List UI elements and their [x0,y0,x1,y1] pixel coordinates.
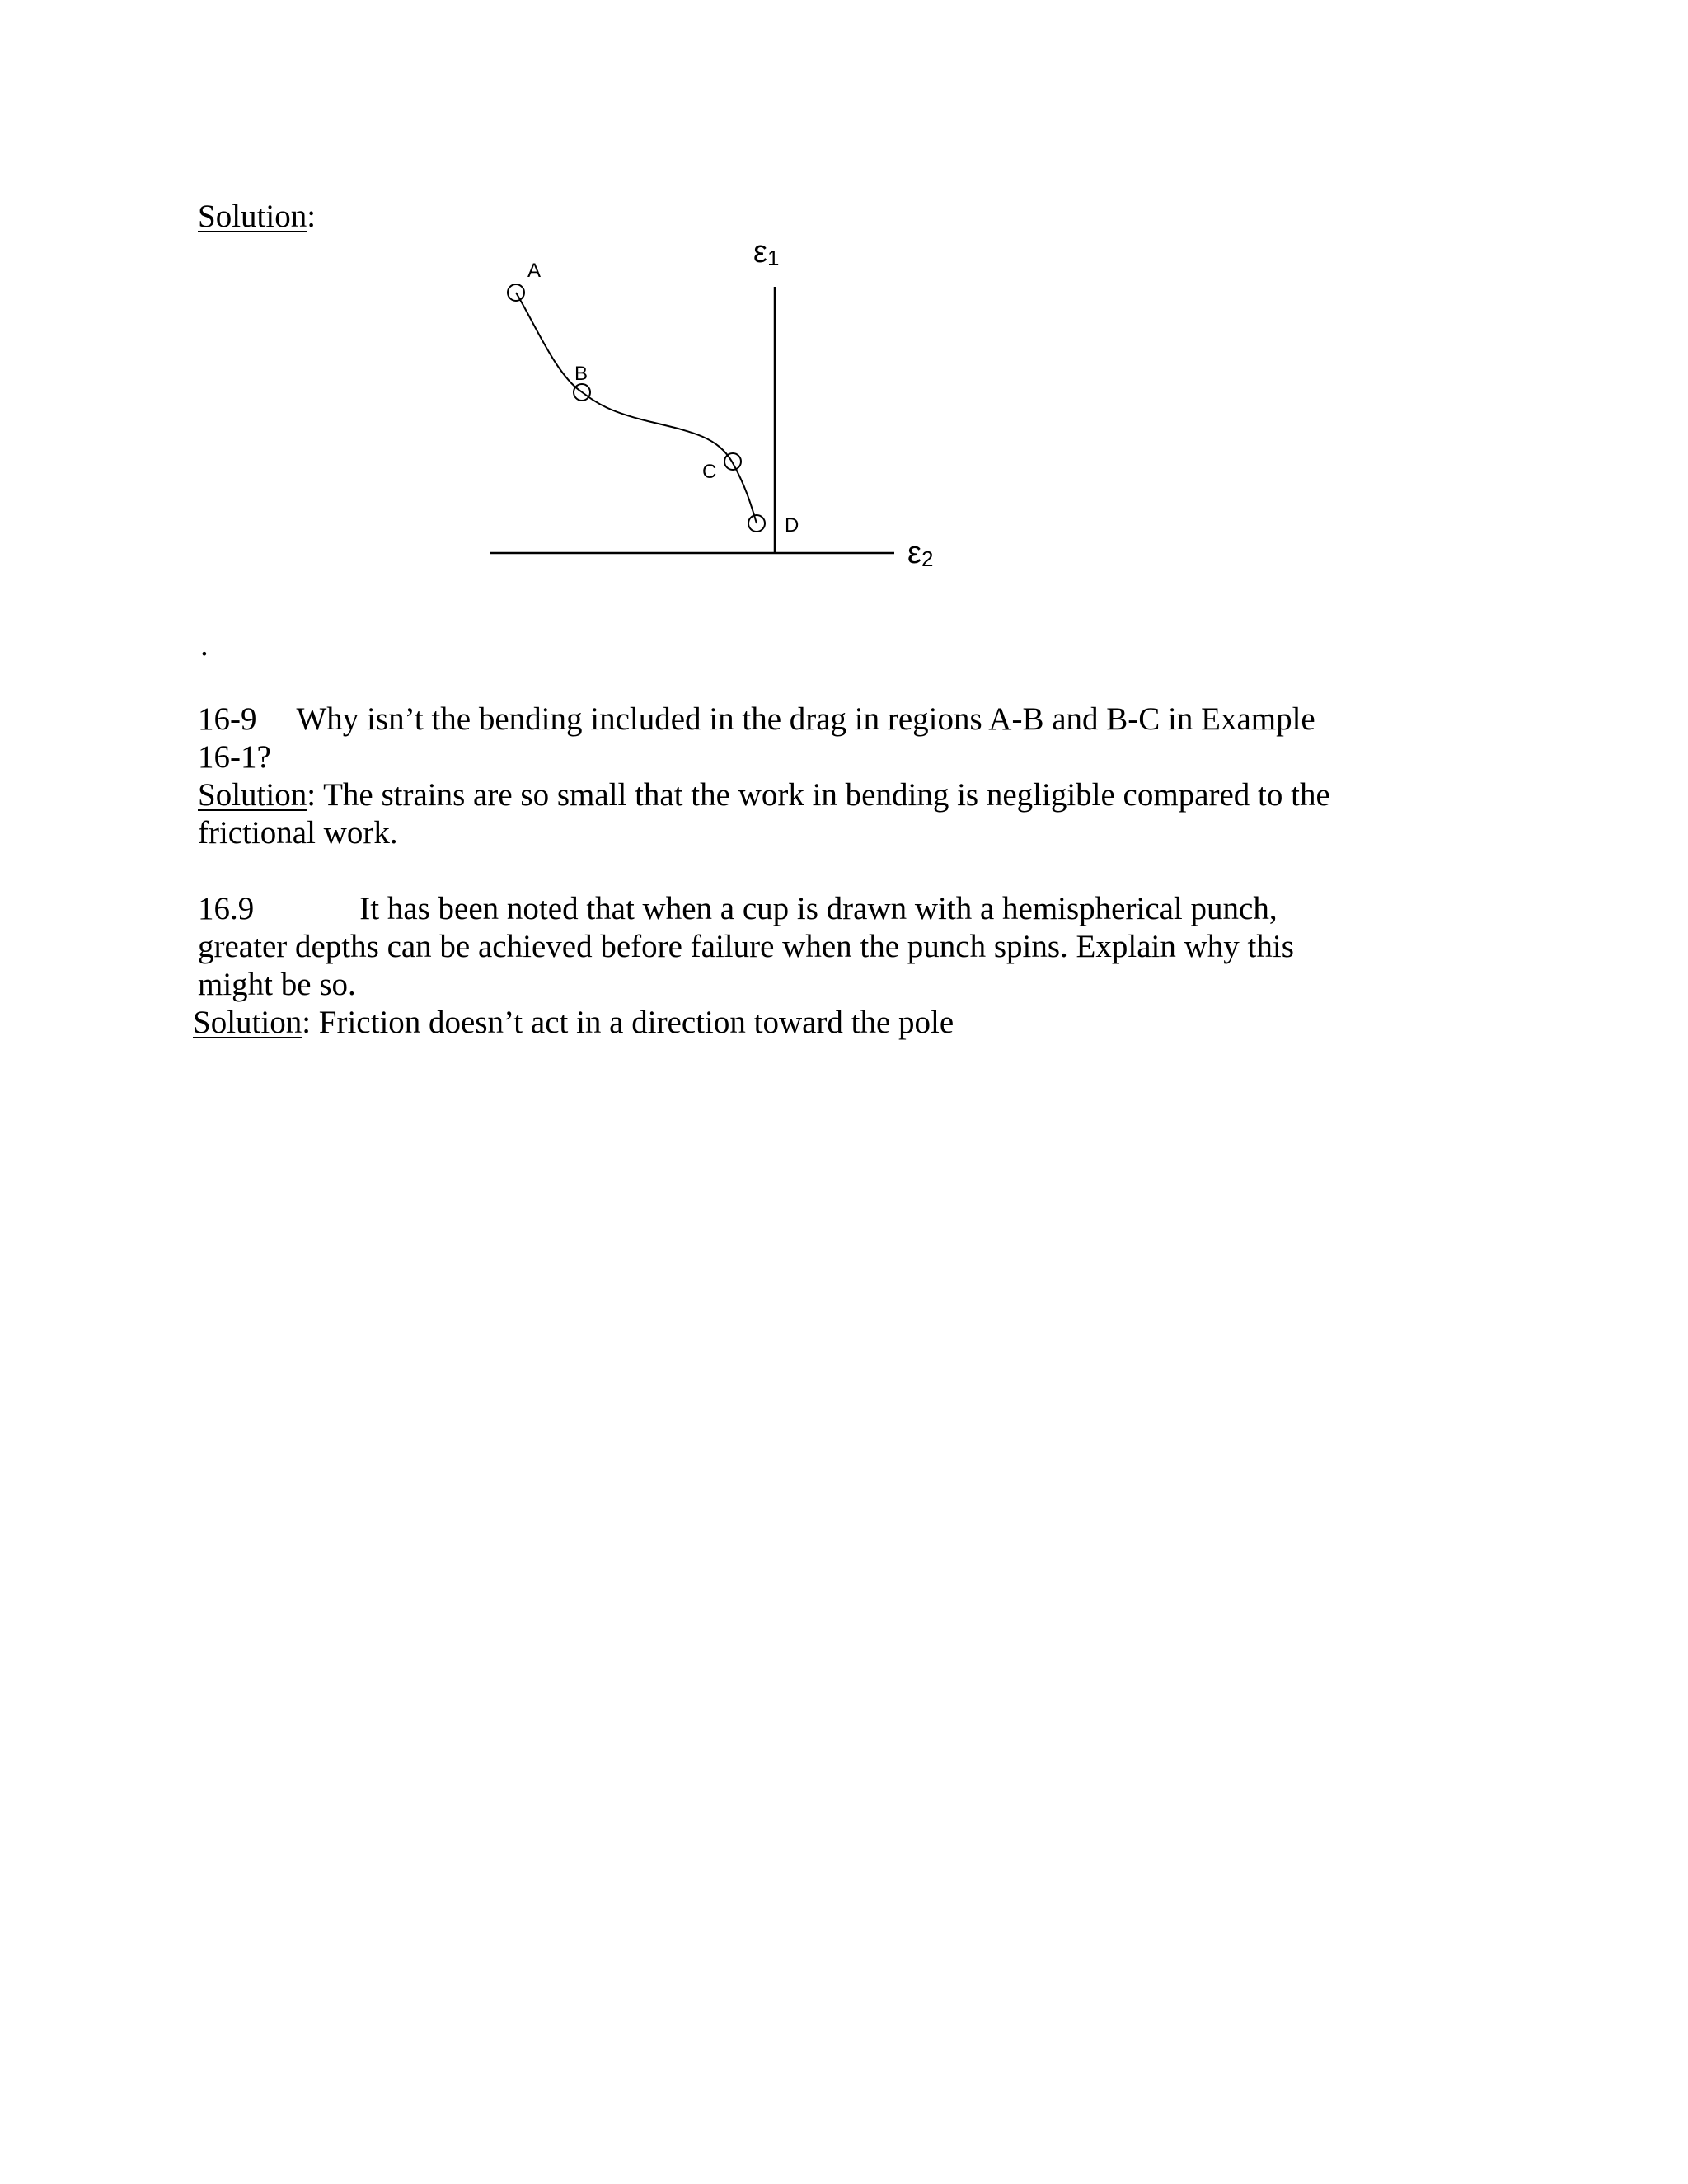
problem-16-9b-question-line2: greater depths can be achieved before failure when the punch spins. Explain why this [198,929,1294,964]
epsilon2-label [907,536,933,571]
problem-16-9b-question-text: It has been noted that when a cup is drawn with a hemispherical punch, [359,891,1278,926]
point-b-label: B [574,363,588,385]
problem-16-9b-question-line3: might be so. [198,967,356,1002]
problem-16-9a-solution-line2: frictional work. [198,815,398,851]
problem-16-9b-solution-label: Solution [193,1005,302,1040]
problem-16-9b-question-line1 [198,890,1278,928]
problem-16-9a-question-line1 [198,701,1315,738]
problem-16-9b-number: 16.9 [198,891,255,926]
strain-path-diagram [0,0,1688,626]
problem-16-9b-solution-line1 [193,1004,954,1042]
point-a-label: A [528,260,542,282]
epsilon1-label [753,235,779,270]
problem-16-9a-solution-text: : The strains are so small that the work in bending is negligible compared to the [307,777,1330,813]
problem-16-9b-solution-text: : Friction doesn’t act in a direction toward the pole [302,1005,954,1040]
problem-16-9a-question-text: Why isn’t the bending included in the drag in regions A-B and B-C in Example [296,701,1315,737]
solution-label: Solution [198,199,307,234]
point-d-label: D [785,514,799,537]
problem-16-9a-solution-line1 [198,776,1330,814]
problem-16-9a-solution-label: Solution [198,777,307,813]
epsilon2-subscript: 2 [921,546,934,571]
point-c-label: C [702,461,717,483]
epsilon1-symbol: ε [753,235,767,269]
stray-dot: . [200,627,209,663]
solution-colon: : [307,199,316,234]
epsilon1-subscript: 1 [767,246,780,270]
strain-path-curve [516,293,757,523]
epsilon2-symbol: ε [907,536,921,570]
problem-16-9a-number: 16-9 [198,701,257,737]
problem-16-9a-question-line2: 16-1? [198,739,271,775]
